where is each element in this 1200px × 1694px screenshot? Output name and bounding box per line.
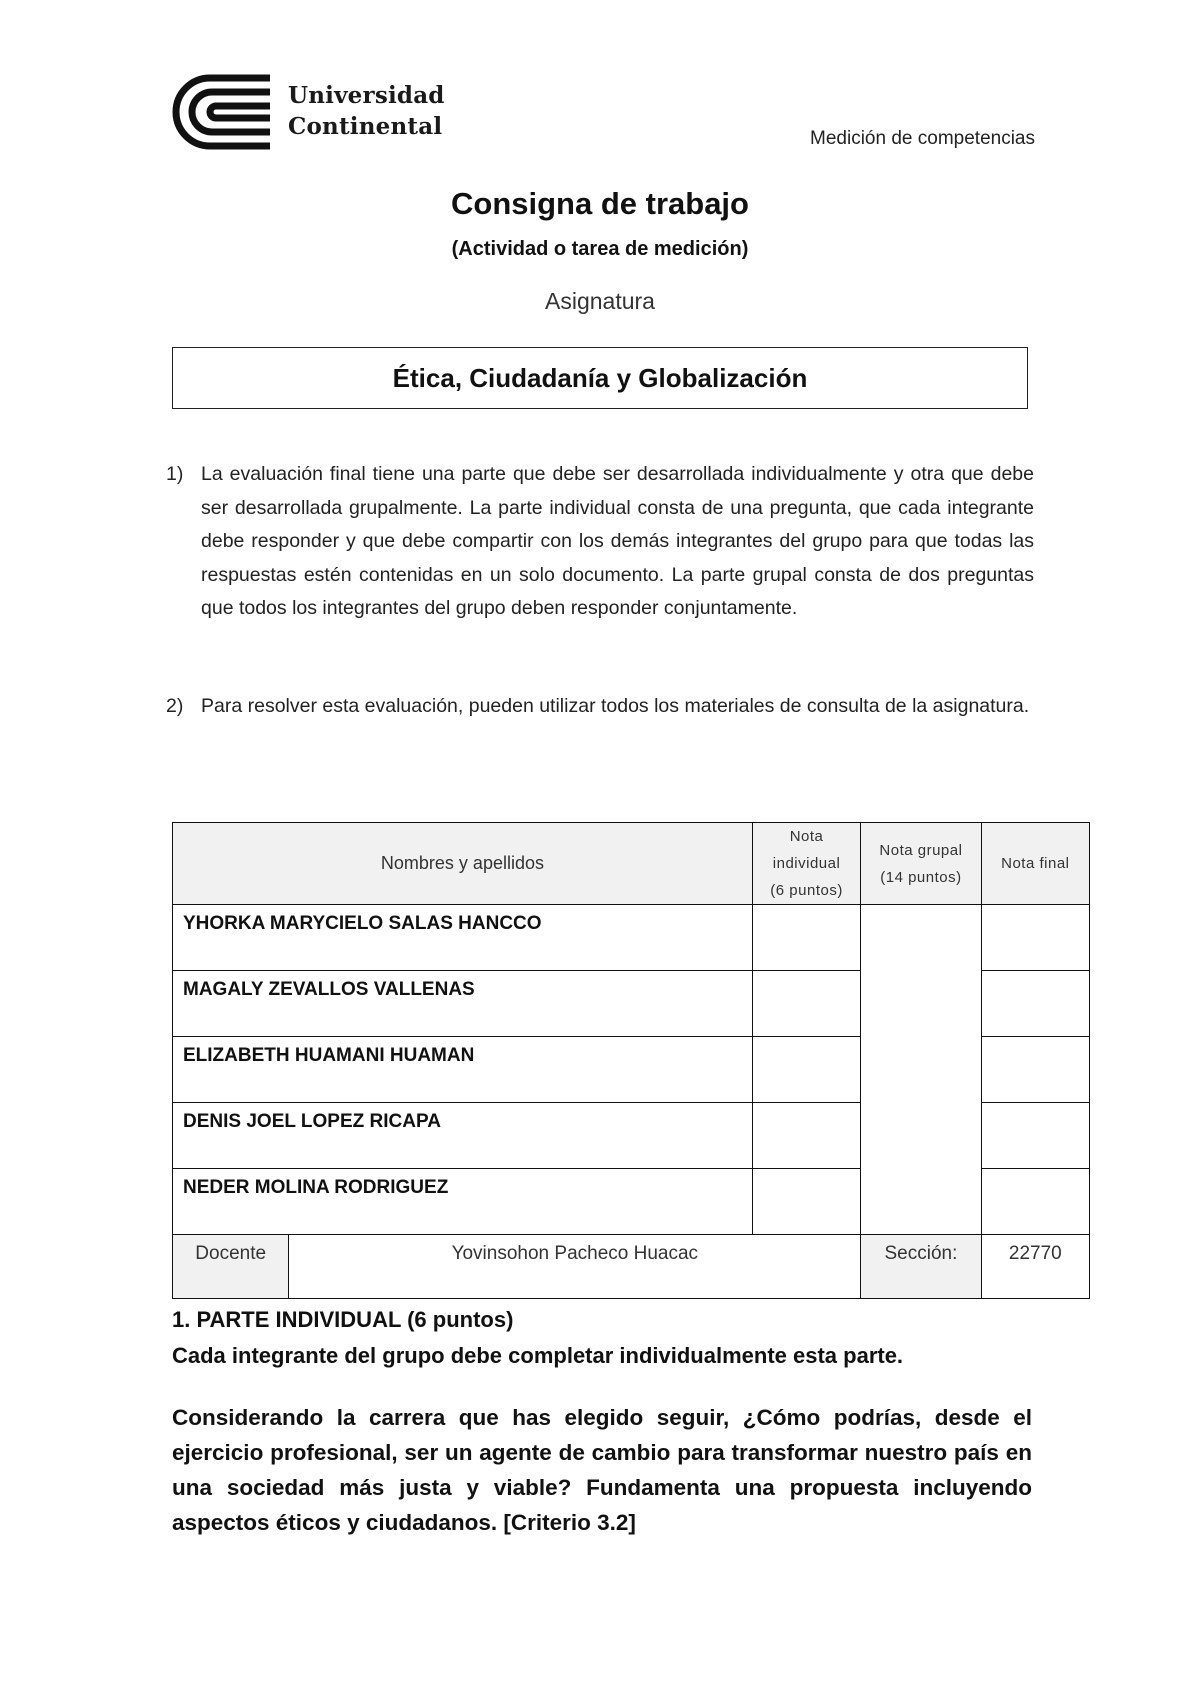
instruction-number: 2) xyxy=(166,695,184,717)
section-value: 22770 xyxy=(981,1235,1089,1299)
final-grade-cell[interactable] xyxy=(981,905,1089,971)
instruction-number: 1) xyxy=(166,463,184,485)
table-footer-row xyxy=(173,1235,1090,1299)
header-group-line-1: Nota grupal xyxy=(879,841,963,859)
table-header-row xyxy=(173,823,1090,905)
final-grade-cell[interactable] xyxy=(981,1103,1089,1169)
student-name: YHORKA MARYCIELO SALAS HANCCO xyxy=(173,905,753,971)
header-group-line-2: (14 puntos) xyxy=(880,868,962,886)
student-name: NEDER MOLINA RODRIGUEZ xyxy=(173,1169,753,1235)
teacher-label: Docente xyxy=(173,1235,289,1299)
header-final-grade: Nota final xyxy=(981,823,1089,905)
final-grade-cell[interactable] xyxy=(981,1037,1089,1103)
subject-name: Ética, Ciudadanía y Globalización xyxy=(392,362,808,393)
subject-name-box xyxy=(172,347,1028,409)
part-title: 1. PARTE INDIVIDUAL (6 puntos) xyxy=(172,1307,514,1332)
final-grade-cell[interactable] xyxy=(981,971,1089,1037)
page-subtitle: (Actividad o tarea de medición) xyxy=(451,238,749,260)
table-row xyxy=(173,905,1090,971)
header-individual-line-1: Nota xyxy=(789,828,824,845)
student-name: DENIS JOEL LOPEZ RICAPA xyxy=(173,1103,753,1169)
logo-wordmark xyxy=(288,80,445,142)
instruction-text: Para resolver esta evaluación, pueden utilizar todos los materiales de consulta de la asignatura. xyxy=(201,695,1030,717)
teacher-name: Yovinsohon Pacheco Huacac xyxy=(289,1235,861,1299)
page-title: Consigna de trabajo xyxy=(451,186,749,221)
part-instruction: Cada integrante del grupo debe completar individualmente esta parte. xyxy=(172,1343,904,1368)
individual-grade-cell[interactable] xyxy=(752,905,860,971)
header-individual-grade xyxy=(752,823,860,905)
individual-grade-cell[interactable] xyxy=(752,1037,860,1103)
instruction-text: La evaluación final tiene una parte que debe ser desarrollada individualmente y otra que debe ser desarrollada grupalmente. La parte individual consta de una pregunta, que cada integrante debe responder y que debe compartir con los demás integrantes del grupo para que todas las respuestas estén contenidas en un solo documento. La parte grupal consta de dos preguntas que todos los integrantes del grupo deben responder conjuntamente. xyxy=(201,463,1034,619)
logo-line-1: Universidad xyxy=(288,82,445,109)
header-names: Nombres y apellidos xyxy=(173,823,753,905)
subject-label: Asignatura xyxy=(545,288,655,314)
header-individual-line-2: individual xyxy=(772,855,841,872)
university-logo xyxy=(170,74,445,152)
individual-grade-cell[interactable] xyxy=(752,1103,860,1169)
instruction-item-1 xyxy=(166,458,1034,626)
header-label: Medición de competencias xyxy=(810,128,1035,149)
header-group-grade xyxy=(861,823,981,905)
final-grade-cell[interactable] xyxy=(981,1169,1089,1235)
part-individual-heading xyxy=(172,1302,903,1374)
individual-grade-cell[interactable] xyxy=(752,971,860,1037)
individual-grade-cell[interactable] xyxy=(752,1169,860,1235)
header-individual-line-3: (6 puntos) xyxy=(770,882,843,899)
student-name: ELIZABETH HUAMANI HUAMAN xyxy=(173,1037,753,1103)
group-grade-cell[interactable] xyxy=(861,905,981,1235)
logo-mark-icon xyxy=(170,74,274,150)
individual-question: Considerando la carrera que has elegido seguir, ¿Cómo podrías, desde el ejercicio profesional, ser un agente de cambio para transformar nuestro país en una sociedad más justa y viable? Fundamenta una propuesta incluyendo aspectos éticos y ciudadanos. [Criterio 3.2] xyxy=(172,1405,1032,1535)
logo-line-2: Continental xyxy=(288,113,443,140)
student-name: MAGALY ZEVALLOS VALLENAS xyxy=(173,971,753,1037)
instruction-item-2 xyxy=(166,690,1034,724)
grades-table xyxy=(172,822,1090,1299)
section-label: Sección: xyxy=(861,1235,981,1299)
